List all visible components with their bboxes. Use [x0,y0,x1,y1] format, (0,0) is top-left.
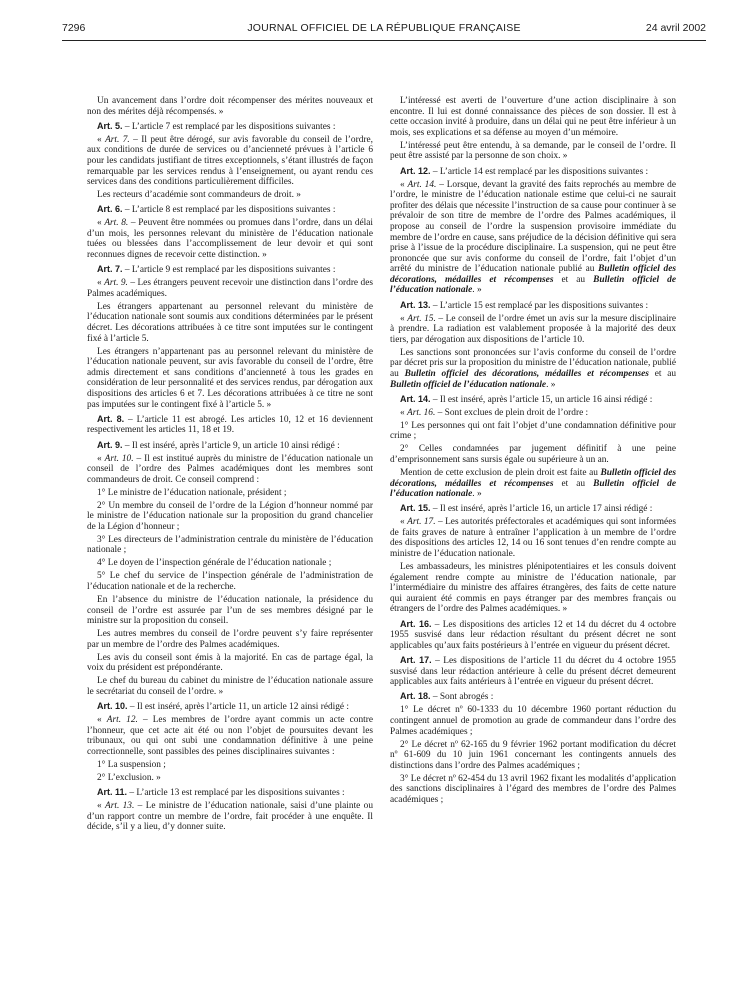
paragraph [390,166,676,178]
paragraph-text: et au [553,274,594,285]
paragraph-text: Les ambassadeurs, les ministres plénipotentiaires et les consuls doivent également rendre compte au ministre de l’éducation nationale, par l’intermédiaire du ministre des affaires étrangères, des faits de cette nature qui auraient été commis en pays étranger par des membres français ou étrangers de l’ordre des Palmes académiques. » [390,562,676,615]
paragraph-text: – Sont exclues de plein droit de l’ordre : [435,407,589,418]
paragraph-text: L’intéressé peut être entendu, à sa demande, par le conseil de l’ordre. Il peut être assisté par la personne de son choix. » [390,140,676,162]
paragraph-text: – Sont abrogés : [430,692,494,703]
paragraph-text: . » [472,489,482,500]
paragraph [390,619,676,652]
paragraph-text: 3° Le décret nº 62-454 du 13 avril 1962 fixant les modalités d’application des sanctions disciplinaires à l’égard des membres de l’ordre des Palmes académiques ; [390,773,676,805]
paragraph [390,348,676,390]
paragraph [87,278,373,299]
paragraph-text: – L’article 15 est remplacé par les dispositions suivantes : [430,300,649,311]
quoted-article-label: Art. 9. [104,278,128,289]
paragraph-text: En l’absence du ministre de l’éducation nationale, la présidence du conseil de l’ordre est assurée par l’un de ses membres désigné par le ministre sur la proposition du conseil. [87,594,373,627]
paragraph [87,571,373,592]
paragraph [87,488,373,499]
paragraph [87,204,373,216]
article-label: Art. 6. [97,204,123,215]
paragraph [390,705,676,737]
paragraph [87,414,373,436]
paragraph [87,676,373,697]
paragraph-text: et au [648,369,677,379]
paragraph-text: Les autres membres du conseil de l’ordre peuvent s’y faire représenter par un membre de l’ordre des Palmes académiques. [87,629,373,650]
paragraph-text: – L’article 7 est remplacé par les dispositions suivantes : [122,121,336,132]
paragraph [87,653,373,674]
paragraph [390,180,676,297]
article-label: Art. 14. [400,393,431,404]
paragraph-text: – Le ministre de l’éducation nationale, saisi d’une plainte ou d’un rapport contre un membre de l’ordre, fait procéder à une enquête. Il décide, s’il y a lieu, d’y donner suite. [87,801,373,833]
paragraph [390,774,676,806]
quoted-article-label: Art. 8. [104,218,129,229]
paragraph-text: – Il est inséré, après l’article 16, un article 17 ainsi rédigé : [430,504,653,515]
paragraph-text: 1° La suspension ; [97,759,166,770]
paragraph-text: Les avis du conseil sont émis à la majorité. En cas de partage égal, la voix du président est prépondérante. [87,652,373,674]
article-label: Art. 5. [97,120,123,131]
paragraph-text: – Il est inséré, après l’article 9, un article 10 ainsi rédigé : [122,440,340,451]
paragraph-text: – Le conseil de l’ordre émet un avis sur la mesure disciplinaire à prendre. La radiation est valablement proposée à la majorité des deux tiers, par dérogation aux dispositions de l’article 10. [390,313,676,345]
bulletin-title: Bulletin officiel des décorations, médailles et récompenses [404,369,649,379]
paragraph-text: 2° Celles condamnées par jugement définitif à une peine d’emprisonnement sans sursis égale ou supérieure à un an. [390,444,676,465]
bulletin-title: Bulletin officiel de l’éducation nationale [390,379,547,390]
quote-mark: « [400,313,408,324]
paragraph [390,444,676,465]
page-header [62,22,706,38]
quoted-article-label: Art. 7. [105,134,130,145]
paragraph [87,715,373,757]
paragraph [87,801,373,833]
paragraph-text: – Lorsque, devant la gravité des faits reprochés au membre de l’ordre, le ministre de l’éducation nationale estime que celui-ci ne saurait profiter des délais que nécessite l’instruction de sa cause pour continuer à se prévaloir de son titre de membre de l’ordre des Palmes académiques, il propose au conseil de l’ordre la suspension provisoire immédiate du membre de l’ordre en cause, sans préjudice de la décision définitive qui sera prise à l’issue de la procédure disciplinaire. La suspension, qui ne peut être prononcée que sur avis conforme du conseil de l’ordre, fait l’objet d’un arrêté du ministre de l’éducation nationale publié au [390,179,676,275]
paragraph [87,302,373,344]
paragraph [87,121,373,133]
quote-mark: « [97,278,105,289]
paragraph [87,773,373,784]
paragraph [390,408,676,419]
quoted-article-label: Art. 16. [407,407,436,418]
paragraph-text: – Il est inséré, après l’article 11, un article 12 ainsi rédigé : [127,702,350,713]
paragraph-text: 1° Le ministre de l’éducation nationale, président ; [97,487,287,498]
paragraph [390,562,676,615]
paragraph-text: Le chef du bureau du cabinet du ministre de l’éducation nationale assure le secrétariat du conseil de l’ordre. » [87,676,373,697]
quote-mark: « [400,517,408,528]
quote-mark: « [97,134,106,145]
paragraph [390,468,676,500]
quoted-article-label: Art. 14. [407,179,437,190]
journal-title: JOURNAL OFFICIEL DE LA RÉPUBLIQUE FRANÇAISE [247,22,521,34]
paragraph-text: Mention de cette exclusion de plein droit est faite au [400,467,601,478]
paragraph [87,558,373,569]
page-number: 7296 [62,22,86,34]
paragraph-text: 5° Le chef du service de l’inspection générale de l’administration de l’éducation nationale et de la recherche. [87,571,373,592]
paragraph-text: – Les dispositions de l’article 11 du décret du 4 octobre 1955 susvisé dans leur rédaction antérieure à celle du présent décret demeurent applicables aux faits antérieurs à l’entrée en vigueur du présent décret. [390,655,676,688]
article-label: Art. 10. [97,701,128,712]
paragraph-text: . » [546,379,556,390]
paragraph-text: – L’article 11 est abrogé. Les articles 10, 12 et 16 deviennent respectivement les articles 11, 18 et 19. [87,414,373,436]
paragraph [87,501,373,533]
paragraph-text: – Les étrangers peuvent recevoir une distinction dans l’ordre des Palmes académiques. [87,278,373,299]
paragraph [390,394,676,406]
paragraph-text: Les étrangers appartenant au personnel relevant du ministère de l’éducation nationale sont soumis aux conditions déterminées par le présent décret. Les décorations attribuées à ce titre sont imputées sur le contingent fixé à l’article 5. [87,301,373,344]
paragraph [87,347,373,411]
article-label: Art. 11. [97,787,128,798]
bulletin-title: Bulletin officiel de l’éducation nationale [390,274,676,296]
paragraph [87,454,373,486]
paragraph-text: – Les membres de l’ordre ayant commis un acte contre l’honneur, que cet acte ait été ou non l’objet de poursuites devant les tribunaux, ou qui ont subi une condamnation définitive à une peine correctionnelle, sont passibles des peines disciplinaires suivantes : [87,715,374,757]
paragraph-text: – Il peut être dérogé, sur avis favorable du conseil de l’ordre, aux conditions de durée de services ou d’ancienneté prévues à l’article 6 pour les candidats justifiant de titres exceptionnels, s’étant illustrés de façon remarquable par les services rendus à l’enseignement, ou ayant rendu ces services dans des conditions particulièrement difficiles. [87,134,373,188]
paragraph-text: 1° Les personnes qui ont fait l’objet d’une condamnation définitive pour crime ; [390,420,676,442]
paragraph [390,740,676,772]
paragraph [87,218,373,260]
publication-date: 24 avril 2002 [645,22,706,34]
paragraph-text: – Il est institué auprès du ministre de l’éducation nationale un conseil de l’ordre des Palmes académiques dont les membres sont commandeurs de droit. Ce conseil comprend : [87,453,373,485]
paragraph-text: 2° Le décret nº 62-165 du 9 février 1962 portant modification du décret nº 61-609 du 10 juin 1961 concernant les contingents annuels des distinctions dans l’ordre des Palmes académiques ; [390,739,676,771]
paragraph-text: 1° Le décret nº 60-1333 du 10 décembre 1960 portant réduction du contingent annuel de promotion au grade de commandeur dans l’ordre des Palmes académiques ; [390,705,676,737]
paragraph-text: L’intéressé est averti de l’ouverture d’une action disciplinaire à son encontre. Il lui est donné connaissance des pièces de son dossier. Il est à cette occasion invité à produire, dans un délai qui ne peut être inférieur à un mois, ses explications et sa défense au moyen d’un mémoire. [390,96,676,138]
bulletin-title: Bulletin officiel des décorations, médailles et récompenses [390,467,677,489]
quoted-article-label: Art. 13. [105,801,135,811]
article-label: Art. 17. [400,654,432,665]
paragraph [87,595,373,627]
paragraph [390,517,676,559]
paragraph-text: Les sanctions sont prononcées sur l’avis conforme du conseil de l’ordre par décret pris sur la proposition du ministre de l’éducation nationale, publié au [390,347,676,379]
left-column [87,96,373,833]
quoted-article-label: Art. 15. [407,313,436,324]
quote-mark: « [97,218,105,229]
header-rule [62,40,706,41]
paragraph-text: 4° Le doyen de l’inspection générale de l’éducation nationale ; [97,558,332,569]
paragraph [87,760,373,771]
paragraph [390,141,676,162]
paragraph [87,787,373,799]
paragraph [87,440,373,452]
paragraph [87,190,373,201]
paragraph-text: Un avancement dans l’ordre doit récompenser des mérites nouveaux et non des mérites déjà récompensés. » [87,96,373,117]
paragraph-text: – Peuvent être nommées ou promues dans l’ordre, dans un délai d’un mois, les personnes relevant du ministère de l’éducation nationale tuées ou blessées dans l’accomplissement de leur devoir et qui sont reconnues dignes de recevoir cette distinction. » [87,218,373,261]
paragraph-text: – L’article 8 est remplacé par les dispositions suivantes : [122,205,336,216]
paragraph [390,691,676,703]
article-label: Art. 9. [97,439,123,450]
quoted-article-label: Art. 17. [407,517,436,528]
paragraph-text: Les recteurs d’académie sont commandeurs de droit. » [97,190,301,201]
quote-mark: « [400,407,408,418]
paragraph-text: 2° Un membre du conseil de l’ordre de la Légion d’honneur nommé par le ministre de l’éducation nationale sur la proposition du grand chancelier de la Légion d’honneur ; [87,500,373,532]
quote-mark: « [400,179,408,190]
paragraph [87,96,373,117]
paragraph [390,314,676,346]
paragraph [390,421,676,442]
bulletin-title: Bulletin officiel des décorations, médailles et récompenses [390,264,677,285]
paragraph-text: – L’article 9 est remplacé par les dispositions suivantes : [122,265,336,276]
paragraph-text: . » [472,285,482,296]
article-label: Art. 18. [400,691,431,702]
paragraph [87,135,373,188]
quote-mark: « [97,715,107,726]
article-label: Art. 8. [97,413,125,424]
paragraph [390,503,676,515]
paragraph [87,701,373,713]
paragraph-text: – Les dispositions des articles 12 et 14 du décret du 4 octobre 1955 susvisé dans leur rédaction résultant du présent décret ne sont applicables qu’aux faits postérieurs à l’entrée en vigueur du présent décret. [390,619,677,651]
paragraph [390,300,676,312]
quote-mark: « [97,453,105,464]
paragraph-text: – L’article 14 est remplacé par les dispositions suivantes : [430,166,649,177]
paragraph-text: Les étrangers n’appartenant pas au personnel relevant du ministère de l’éducation nationale peuvent, sur avis favorable du conseil de l’ordre, être admis directement et sans conditions d’ancienneté à tous les grades en considération de leur personnalité et des services rendus, par dérogation aux dispositions des articles 6 et 7. Les décorations attribuées à ce titre ne sont pas imputées sur le contingent fixé à l’article 5. » [87,346,373,410]
article-label: Art. 7. [97,264,123,275]
right-column [390,96,676,805]
quote-mark: « [97,801,106,811]
quoted-article-label: Art. 12. [106,715,138,726]
article-label: Art. 12. [400,165,431,176]
paragraph-text: et au [553,478,594,489]
bulletin-title: Bulletin officiel de l’éducation nationale [390,478,676,500]
paragraph-text: – L’article 13 est remplacé par les dispositions suivantes : [127,788,345,799]
paragraph-text: – Les autorités préfectorales et académiques qui sont informées de faits graves de nature à entraîner l’application à un membre de l’ordre des dispositions des articles 12, 14 ou 16 sont tenues d’en rendre compte au ministre de l’éducation nationale. [390,517,676,560]
paragraph [87,264,373,276]
paragraph-text: – Il est inséré, après l’article 15, un article 16 ainsi rédigé : [430,394,653,405]
paragraph [87,535,373,556]
quoted-article-label: Art. 10. [104,453,134,464]
paragraph [390,655,676,688]
paragraph-text: 2° L’exclusion. » [97,772,161,783]
article-label: Art. 15. [400,503,431,514]
paragraph [390,96,676,138]
article-label: Art. 16. [400,618,432,629]
paragraph [87,629,373,650]
paragraph-text: 3° Les directeurs de l’administration centrale du ministère de l’éducation nationale ; [87,534,373,556]
article-label: Art. 13. [400,299,431,310]
